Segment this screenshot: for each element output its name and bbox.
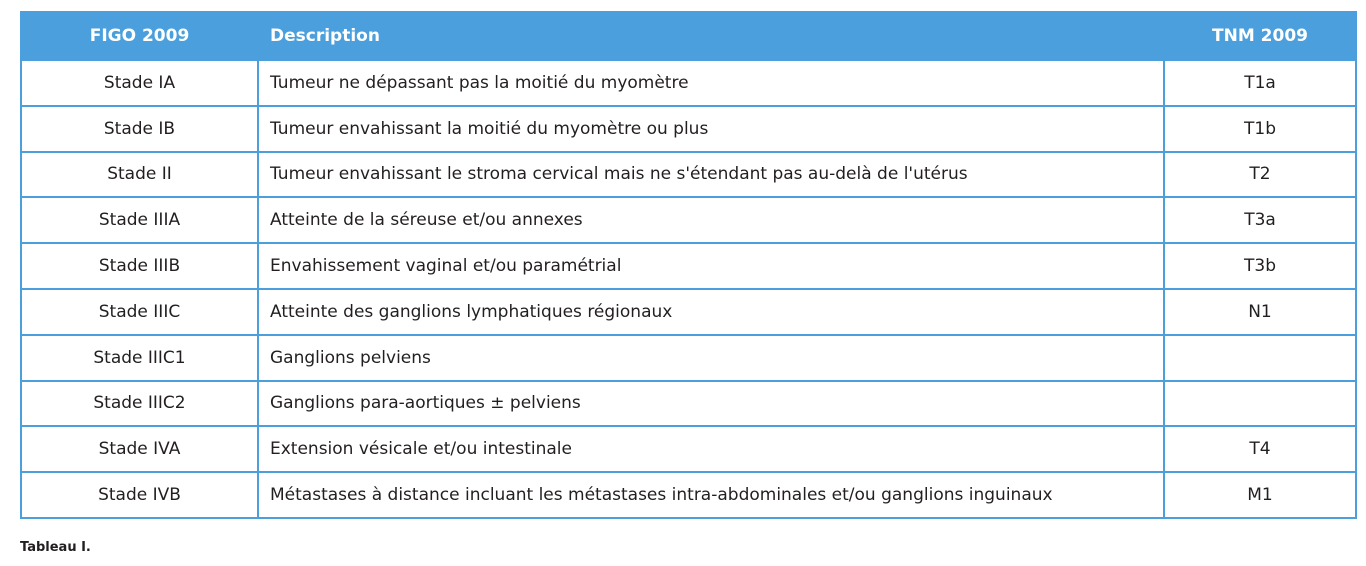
cell-figo: Stade IIIC2	[21, 381, 258, 427]
cell-description: Ganglions para-aortiques ± pelviens	[258, 381, 1164, 427]
table-row	[21, 152, 1356, 198]
cell-tnm: T3b	[1164, 243, 1356, 289]
table-row	[21, 243, 1356, 289]
cell-figo: Stade IIIC	[21, 289, 258, 335]
table-row	[21, 381, 1356, 427]
table-row	[21, 60, 1356, 106]
cell-description: Métastases à distance incluant les métastases intra-abdominales et/ou ganglions inguinaux	[258, 472, 1164, 518]
cell-tnm: M1	[1164, 472, 1356, 518]
header-description: Description	[258, 12, 1164, 60]
cell-tnm: T3a	[1164, 197, 1356, 243]
cell-tnm: T1b	[1164, 106, 1356, 152]
cell-description: Atteinte de la séreuse et/ou annexes	[258, 197, 1164, 243]
cell-tnm: T4	[1164, 426, 1356, 472]
cell-tnm	[1164, 381, 1356, 427]
cell-tnm	[1164, 335, 1356, 381]
cell-figo: Stade IA	[21, 60, 258, 106]
header-figo: FIGO 2009	[21, 12, 258, 60]
cell-tnm: T1a	[1164, 60, 1356, 106]
cell-description: Tumeur envahissant la moitié du myomètre ou plus	[258, 106, 1164, 152]
cell-description: Tumeur envahissant le stroma cervical mais ne s'étendant pas au-delà de l'utérus	[258, 152, 1164, 198]
cell-description: Tumeur ne dépassant pas la moitié du myomètre	[258, 60, 1164, 106]
header-tnm: TNM 2009	[1164, 12, 1356, 60]
cell-figo: Stade IIIC1	[21, 335, 258, 381]
table-header-row	[21, 12, 1356, 60]
cell-figo: Stade IB	[21, 106, 258, 152]
table-row	[21, 426, 1356, 472]
table-row	[21, 472, 1356, 518]
table-row	[21, 289, 1356, 335]
table-row	[21, 197, 1356, 243]
cell-description: Envahissement vaginal et/ou paramétrial	[258, 243, 1164, 289]
cell-figo: Stade IIIA	[21, 197, 258, 243]
cell-figo: Stade IIIB	[21, 243, 258, 289]
table-caption: Tableau I.	[20, 540, 91, 555]
cell-description: Extension vésicale et/ou intestinale	[258, 426, 1164, 472]
cell-description: Atteinte des ganglions lymphatiques régionaux	[258, 289, 1164, 335]
cell-figo: Stade IVB	[21, 472, 258, 518]
cell-tnm: N1	[1164, 289, 1356, 335]
staging-table-container	[20, 11, 1355, 519]
table-row	[21, 106, 1356, 152]
staging-table	[20, 11, 1357, 519]
cell-description: Ganglions pelviens	[258, 335, 1164, 381]
table-row	[21, 335, 1356, 381]
cell-tnm: T2	[1164, 152, 1356, 198]
cell-figo: Stade IVA	[21, 426, 258, 472]
cell-figo: Stade II	[21, 152, 258, 198]
